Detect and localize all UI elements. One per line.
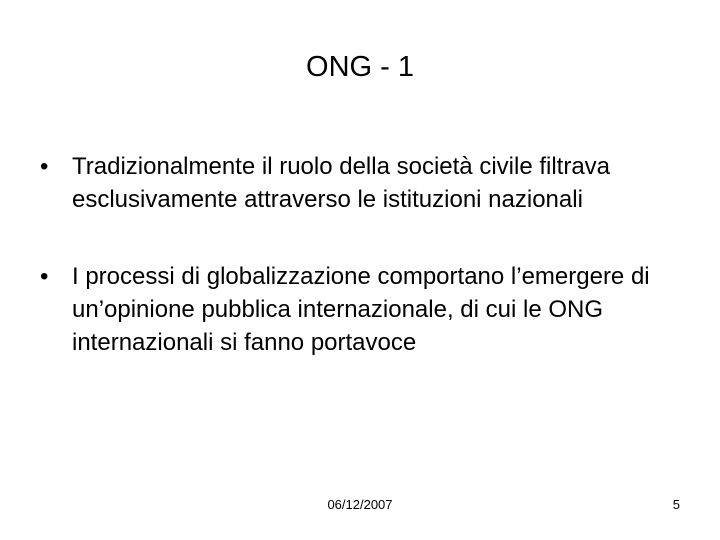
bullet-item [40,150,660,216]
bullet-point-icon: • [40,153,49,180]
bullet-text: I processi di globalizzazione comportano l’emergere di un’opinione pubblica internazionale, di cui le ONG internazionali si fanno portavoce [72,263,650,356]
bullet-list [40,150,660,359]
bullet-item [40,260,660,359]
bullet-text: Tradizionalmente il ruolo della società civile filtrava esclusivamente attraverso le istituzioni nazionali [72,153,611,213]
footer-date: 06/12/2007 [327,497,393,512]
slide-title: ONG - 1 [306,51,414,83]
bullet-point-icon: • [40,263,49,290]
page-number: 5 [672,497,680,512]
